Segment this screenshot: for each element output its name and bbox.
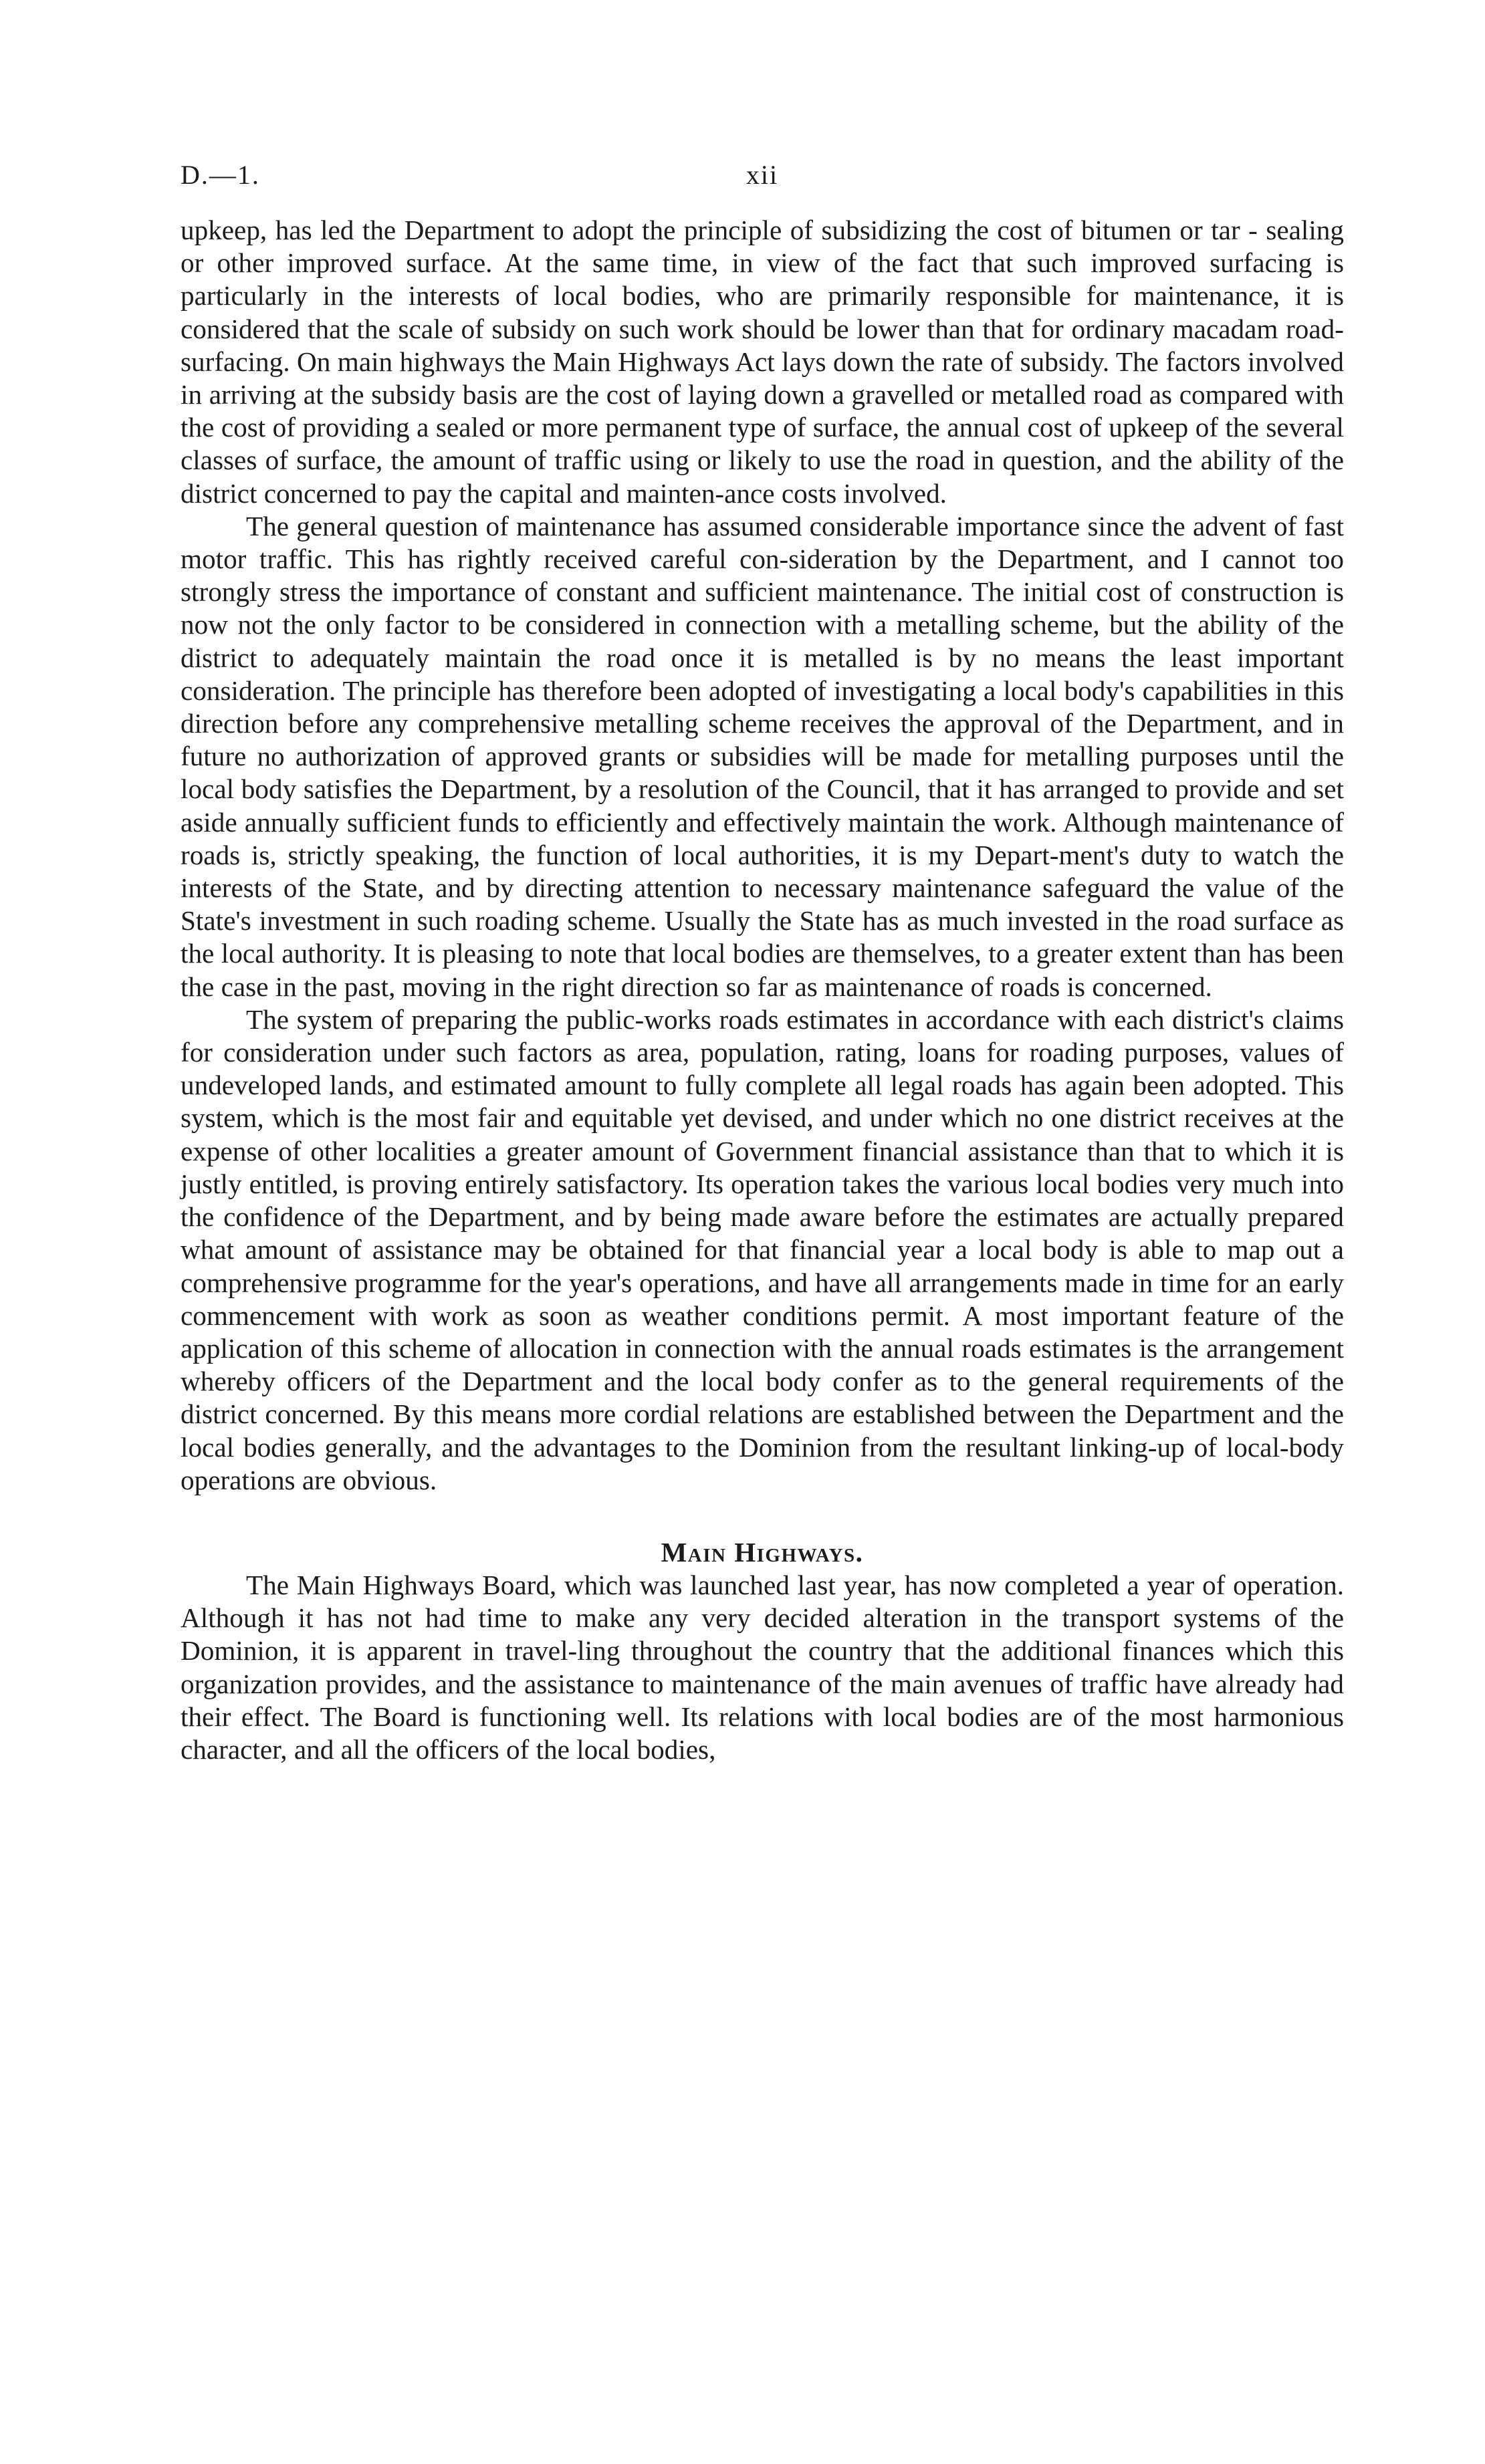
paragraph-3: The system of preparing the public-works roads estimates in accordance with each district's claims for consideration under such factors as area, population, rating, loans for roading purposes, values of undeveloped lands, and estimated amount to fully complete all legal roads has again been adopted. This system, which is the most fair and equitable yet devised, and under which no one district receives at the expense of other localities a greater amount of Government financial assistance than that to which it is justly entitled, is proving entirely satisfactory. Its operation takes the various local bodies very much into the confidence of the Department, and by being made aware before the estimates are actually prepared what amount of assistance may be obtained for that financial year a local body is able to map out a comprehensive programme for the year's operations, and have all arrangements made in time for an early commencement with work as soon as weather conditions permit. A most important feature of the application of this scheme of allocation in connection with the annual roads estimates is the arrangement whereby officers of the Department and the local body confer as to the general requirements of the district concerned. By this means more cordial relations are established between the Department and the local bodies generally, and the advantages to the Dominion from the resultant linking-up of local-body operations are obvious. [181, 1003, 1344, 1495]
page-number: xii [746, 160, 779, 190]
document-reference: D.—1. [181, 160, 260, 190]
paragraph-1: upkeep, has led the Department to adopt the principle of subsidizing the cost of bitumen or tar - sealing or other improved surface. At the same time, in view of the fact that such improved surfacing is particularly in the interests of local bodies, who are primarily responsible for maintenance, it is considered that the scale of subsidy on such work should be lower than that for ordinary macadam road-surfacing. On main highways the Main Highways Act lays down the rate of subsidy. The factors involved in arriving at the subsidy basis are the cost of laying down a gravelled or metalled road as compared with the cost of providing a sealed or more permanent type of surface, the annual cost of upkeep of the several classes of surface, the amount of traffic using or likely to use the road in question, and the ability of the district concerned to pay the capital and mainten-ance costs involved. [181, 215, 1344, 509]
section-heading-main-highways: Main Highways. [661, 1536, 864, 1568]
paragraph-4: The Main Highways Board, which was launched last year, has now completed a year of operation. Although it has not had time to make any very decided alteration in the transport systems of the Dominion, it is apparent in travel-ling throughout the country that the additional finances which this organization provides, and the assistance to maintenance of the main avenues of traffic have already had their effect. The Board is functioning well. Its relations with local bodies are of the most harmonious character, and all the officers of the local bodies, [181, 1569, 1344, 1765]
paragraph-2: The general question of maintenance has assumed considerable importance since the advent of fast motor traffic. This has rightly received careful con-sideration by the Department, and I cannot too strongly stress the importance of constant and sufficient maintenance. The initial cost of construction is now not the only factor to be considered in connection with a metalling scheme, but the ability of the district to adequately maintain the road once it is metalled is by no means the least important consideration. The principle has therefore been adopted of investigating a local body's capabilities in this direction before any comprehensive metalling scheme receives the approval of the Department, and in future no authorization of approved grants or subsidies will be made for metalling purposes until the local body satisfies the Department, by a resolution of the Council, that it has arranged to provide and set aside annually sufficient funds to efficiently and effectively maintain the work. Although maintenance of roads is, strictly speaking, the function of local authorities, it is my Depart-ment's duty to watch the interests of the State, and by directing attention to necessary maintenance safeguard the value of the State's investment in such roading scheme. Usually the State has as much invested in the road surface as the local authority. It is pleasing to note that local bodies are themselves, to a greater extent than has been the case in the past, moving in the right direction so far as maintenance of roads is concerned. [181, 510, 1344, 1002]
page-header [181, 159, 1344, 199]
body-text [181, 214, 1344, 1766]
